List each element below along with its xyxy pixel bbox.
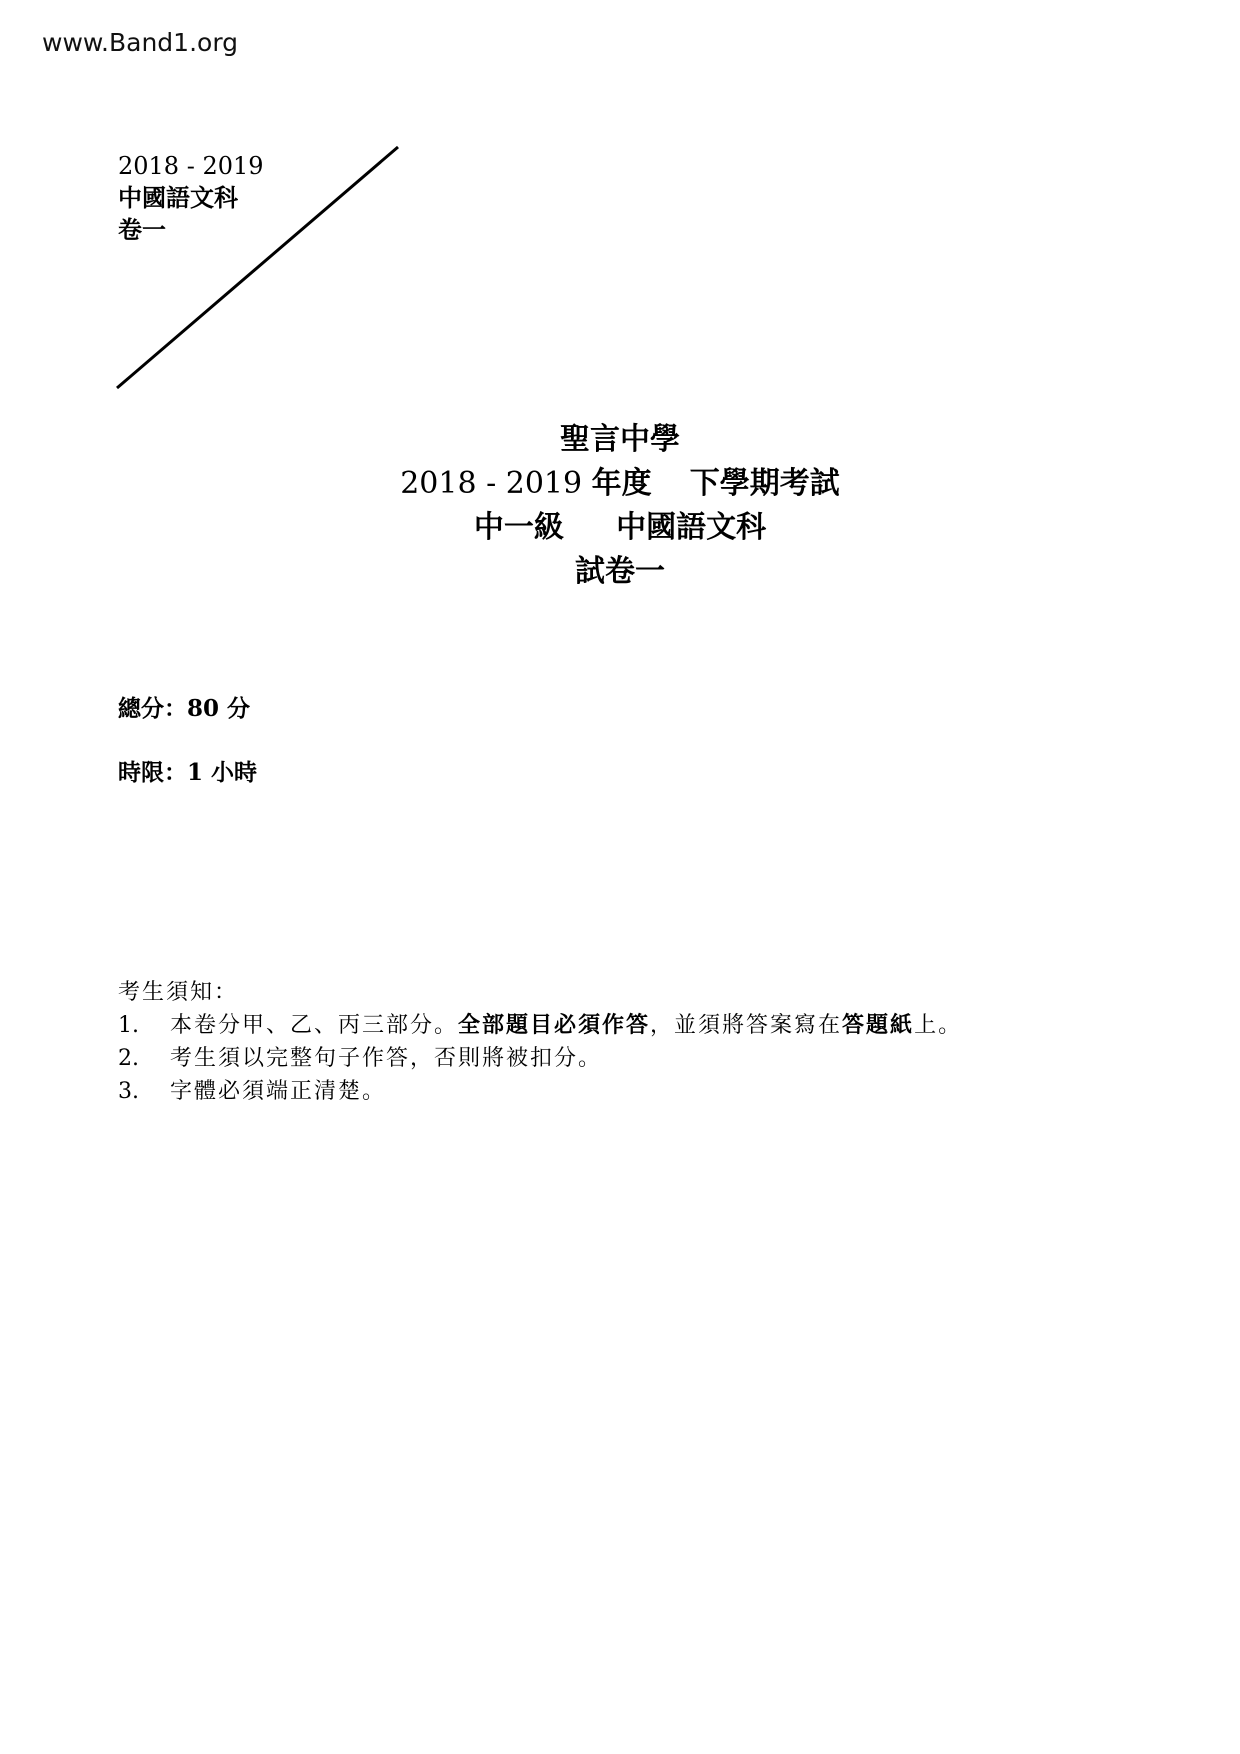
instruction-item	[118, 1075, 962, 1108]
total-label: 總分：	[118, 695, 187, 722]
instruction-text-emphasis: 答題紙	[842, 1012, 915, 1038]
instruction-number: 2.	[118, 1046, 139, 1071]
exam-title	[0, 418, 1240, 594]
instruction-text-part: ，並須將答案寫在	[650, 1013, 843, 1038]
instructions-heading: 考生須知：	[118, 980, 239, 1005]
school-name: 聖言中學	[560, 422, 680, 457]
total-marks	[118, 690, 257, 722]
instruction-text: 字體必須端正清楚。	[170, 1079, 387, 1104]
watermark-url: www.Band1.org	[42, 28, 239, 57]
corner-subject: 中國語文科	[118, 183, 238, 212]
grade-subject-line	[0, 506, 1240, 550]
year-range: 2018 - 2019	[400, 466, 583, 501]
corner-year: 2018 - 2019	[118, 152, 264, 180]
instruction-text-part: 本卷分甲、乙、丙三部分。	[170, 1013, 459, 1038]
instruction-text: 考生須以完整句子作答，否則將被扣分。	[170, 1046, 603, 1071]
instruction-number: 3.	[118, 1079, 139, 1104]
exam-year-line	[0, 462, 1240, 506]
candidate-instructions	[118, 976, 962, 1108]
corner-paper: 卷一	[118, 215, 166, 244]
year-suffix: 年度	[591, 466, 652, 501]
diagonal-line	[115, 145, 405, 390]
exam-meta	[118, 690, 257, 818]
exam-name: 下學期考試	[689, 466, 840, 501]
instruction-text-part: 上。	[914, 1013, 963, 1038]
instruction-item	[118, 1042, 962, 1075]
time-limit	[118, 754, 257, 786]
paper-name: 試卷一	[575, 554, 665, 589]
instruction-text-emphasis: 全部題目必須作答	[458, 1012, 651, 1038]
total-value: 80 分	[187, 695, 251, 722]
time-value: 1 小時	[187, 759, 258, 786]
time-label: 時限：	[118, 759, 187, 786]
grade: 中一級	[473, 510, 564, 545]
instruction-number: 1.	[118, 1013, 139, 1038]
instruction-text	[170, 1009, 962, 1042]
subject: 中國語文科	[616, 510, 767, 545]
instruction-item	[118, 1009, 962, 1042]
